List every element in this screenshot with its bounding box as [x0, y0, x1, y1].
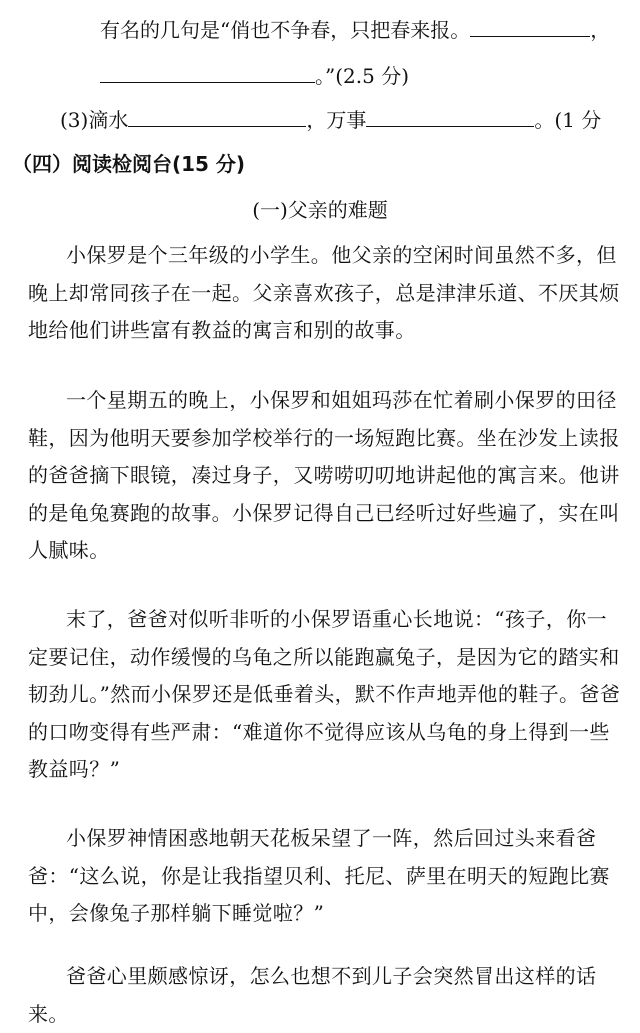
q3-mid: ，万事: [306, 108, 367, 132]
passage-title: (一)父亲的难题: [252, 198, 388, 222]
q2-line-2: [100, 62, 409, 90]
paragraph-3: 末了，爸爸对似听非听的小保罗语重心长地说：“孩子，你一定要记住，动作缓慢的乌龟之所以能跑赢兔子，是因为它的踏实和韧劲儿。”然而小保罗还是低垂着头，默不作声地弄他的鞋子。爸爸的口吻变得有些严肃：“难道你不觉得应该从乌龟的身上得到一些教益吗？”: [28, 607, 621, 781]
q2-score: 。”(2.5 分): [315, 64, 409, 88]
q3-blank-1[interactable]: [128, 106, 306, 127]
section-heading: （四）阅读检阅台(15 分): [12, 152, 246, 176]
q3-line: [60, 106, 601, 134]
q2-text: 有名的几句是“俏也不争春，只把春来报。: [100, 18, 471, 42]
paragraph-4: 小保罗神情困惑地朝天花板呆望了一阵，然后回过头来看爸爸：“这么说，你是让我指望贝利、托尼、萨里在明天的短跑比赛中，会像兔子那样躺下睡觉啦？”: [28, 826, 610, 925]
q2-comma: ，: [590, 18, 611, 42]
paragraph-2: 一个星期五的晚上，小保罗和姐姐玛莎在忙着刷小保罗的田径鞋，因为他明天要参加学校举行的一场短跑比赛。坐在沙发上读报的爸爸摘下眼镜，凑过身子，又唠唠叨叨地讲起他的寓言来。他讲的是龟兔赛跑的故事。小保罗记得自己已经听过好些遍了，实在叫人腻味。: [28, 388, 620, 562]
q3-prefix: (3)滴水: [60, 108, 129, 132]
q2-blank-1[interactable]: [470, 16, 590, 37]
q3-end: 。(1 分: [534, 108, 602, 132]
paragraph-1: 小保罗是个三年级的小学生。他父亲的空闲时间虽然不多，但晚上却常同孩子在一起。父亲喜欢孩子，总是津津乐道、不厌其烦地给他们讲些富有教益的寓言和别的故事。: [28, 243, 620, 342]
q2-blank-2[interactable]: [100, 62, 315, 83]
paragraph-5: 爸爸心里颇感惊讶，怎么也想不到儿子会突然冒出这样的话来。: [28, 964, 597, 1026]
q3-blank-2[interactable]: [366, 106, 534, 127]
q2-line-1: [100, 16, 610, 44]
